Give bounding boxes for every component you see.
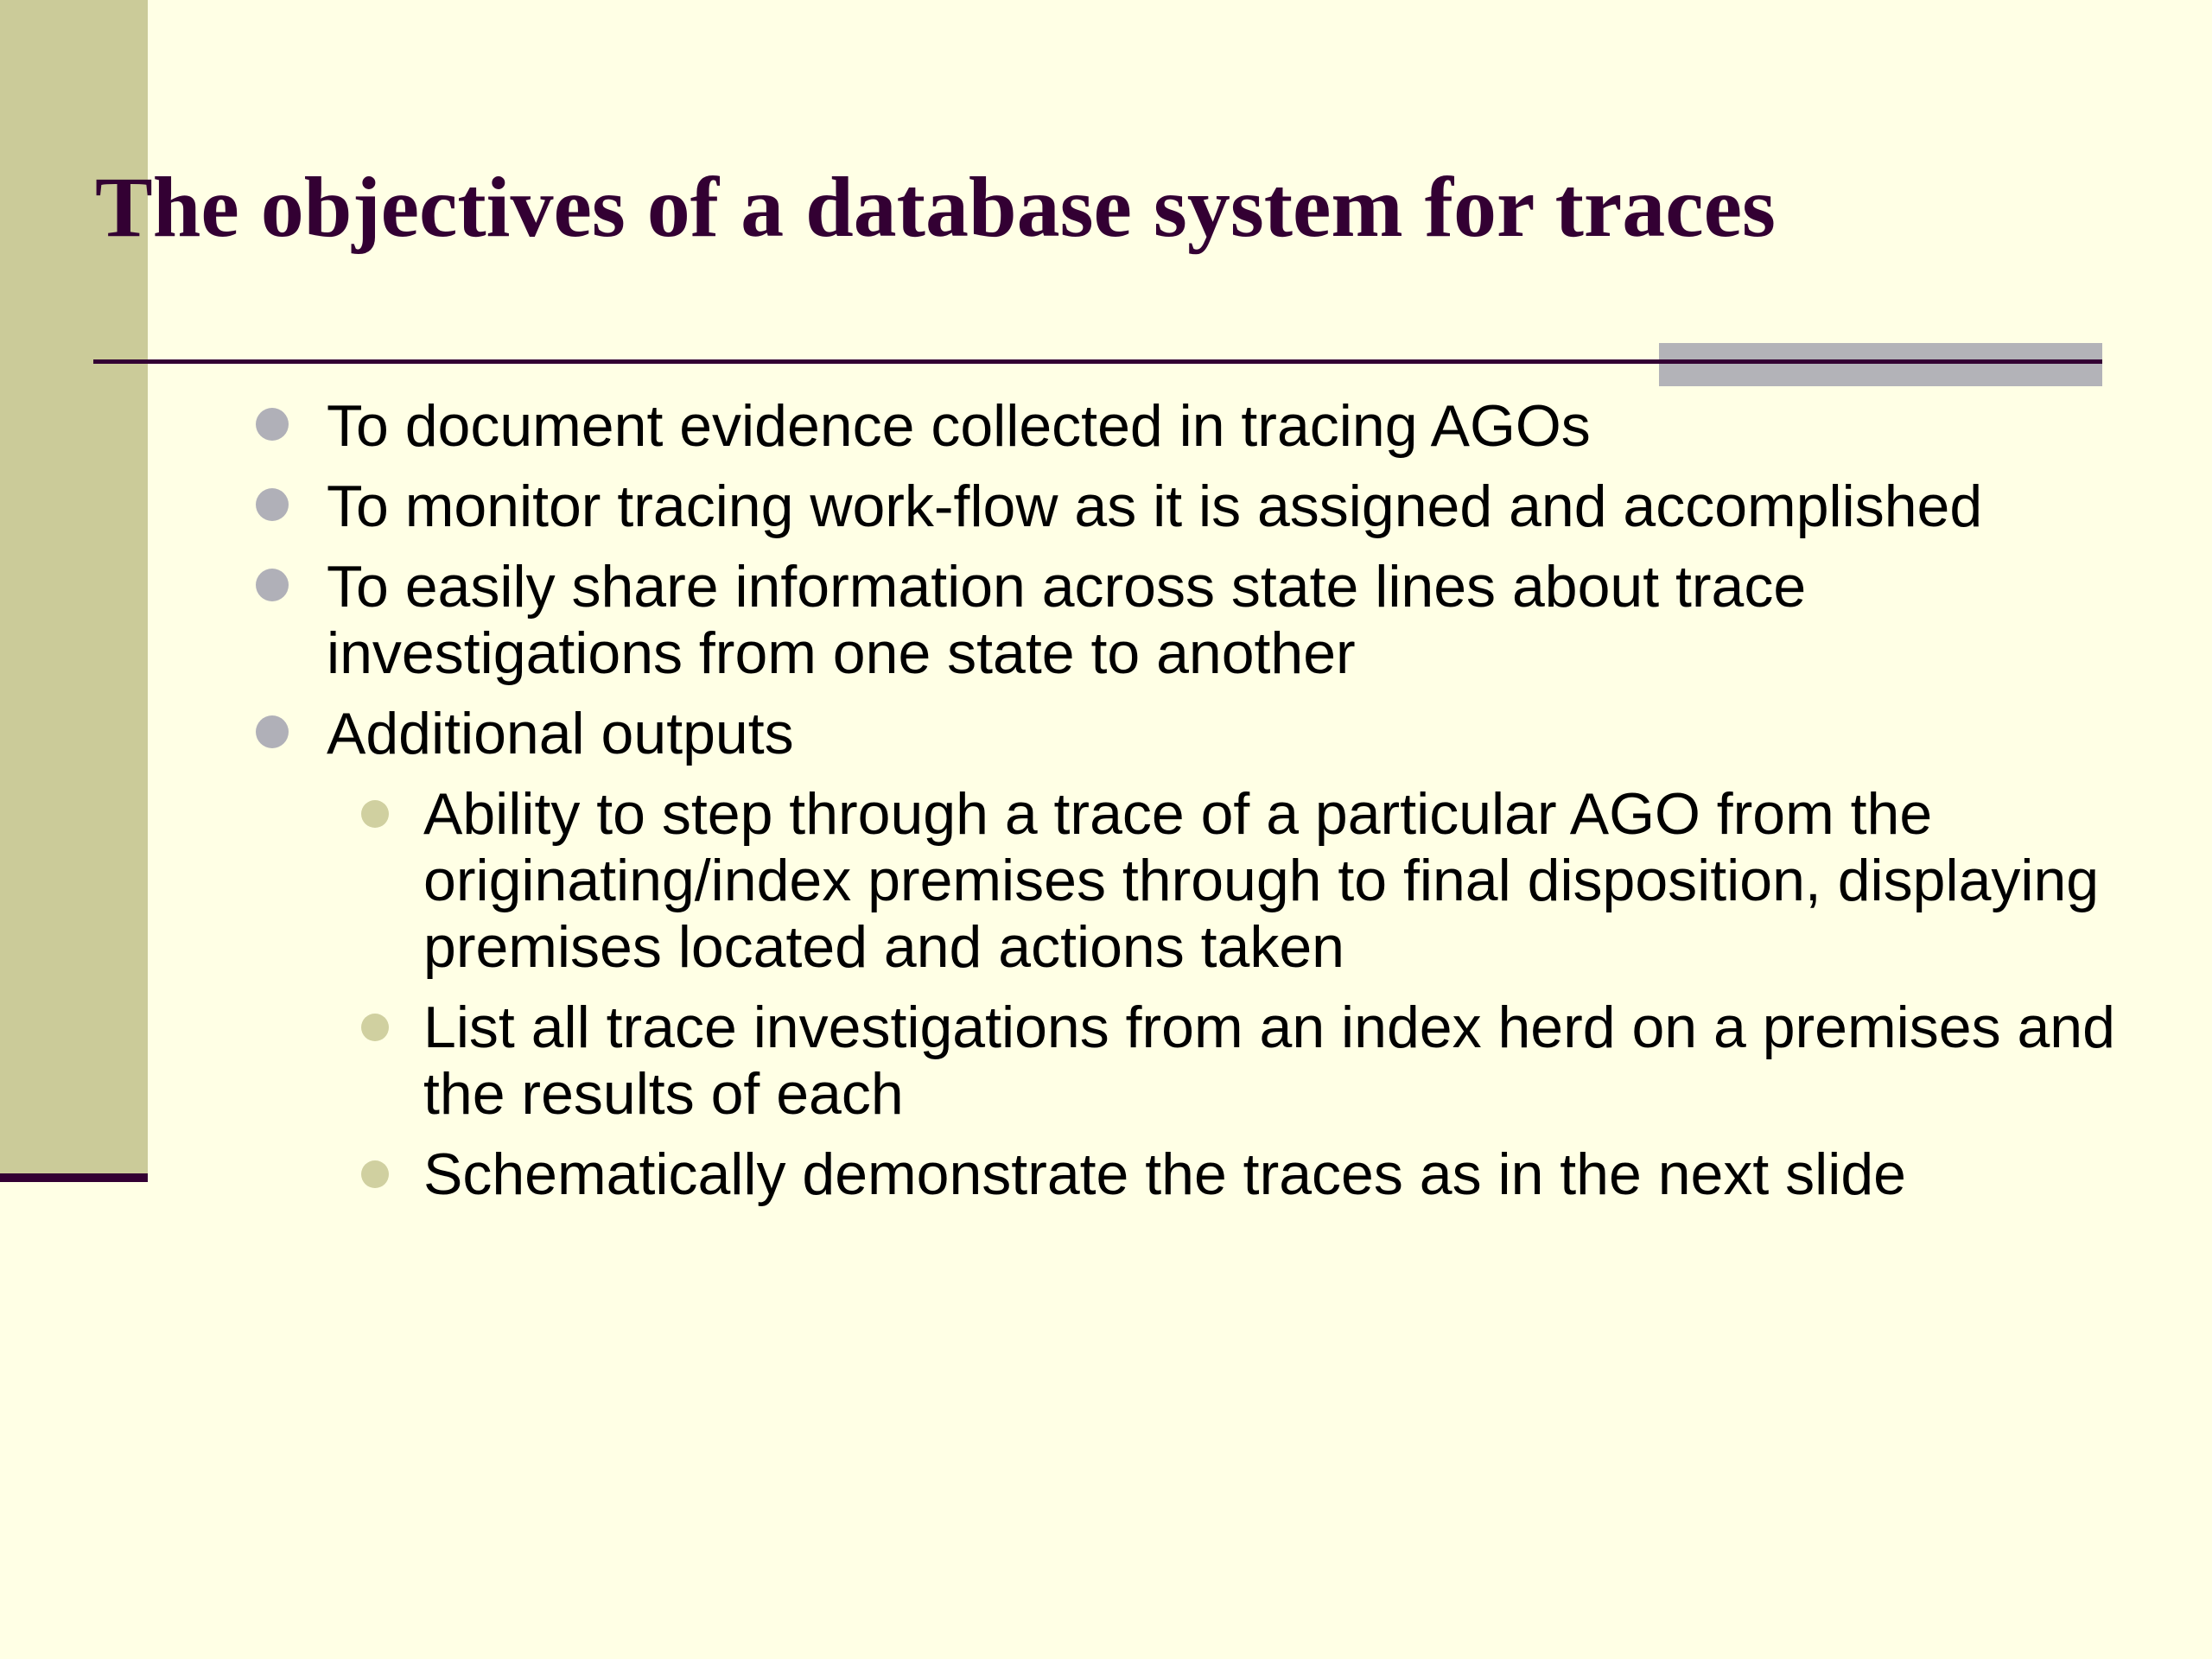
sub-bullet-dot-icon xyxy=(361,800,389,828)
title-divider-overlay xyxy=(1659,359,2102,364)
sub-bullet-dot-icon xyxy=(361,1014,389,1041)
sub-bullet-text: Schematically demonstrate the traces as in the next slide xyxy=(423,1141,1906,1207)
bullet-text: To document evidence collected in tracing AGOs xyxy=(327,393,1591,459)
bullet-dot-icon xyxy=(256,569,289,601)
bullet-item xyxy=(0,554,2107,687)
slide-title: The objectives of a database system for traces xyxy=(95,159,1776,255)
bullet-dot-icon xyxy=(256,715,289,748)
bullet-text: To easily share information across state lines about trace investigations from one state to another xyxy=(327,554,1807,686)
bullet-item xyxy=(0,701,2107,767)
bullet-item xyxy=(0,474,2107,540)
title-rule-accent-bar xyxy=(1659,343,2102,386)
sub-bullet-dot-icon xyxy=(361,1160,389,1188)
bullet-text: To monitor tracing work-flow as it is assigned and accomplished xyxy=(327,474,1983,539)
sub-bullet-item xyxy=(0,781,2117,981)
bullet-dot-icon xyxy=(256,408,289,441)
bullet-item xyxy=(0,393,2107,460)
sub-bullet-text: Ability to step through a trace of a particular AGO from the originating/index premises through to final disposition, displaying premises located and actions taken xyxy=(423,781,2100,980)
sub-bullet-item xyxy=(0,1141,2117,1208)
bullet-dot-icon xyxy=(256,488,289,521)
bullet-text: Additional outputs xyxy=(327,701,794,766)
sub-bullet-text: List all trace investigations from an index herd on a premises and the results of each xyxy=(423,995,2115,1127)
bullet-list xyxy=(0,393,2212,1222)
sub-bullet-item xyxy=(0,995,2117,1128)
